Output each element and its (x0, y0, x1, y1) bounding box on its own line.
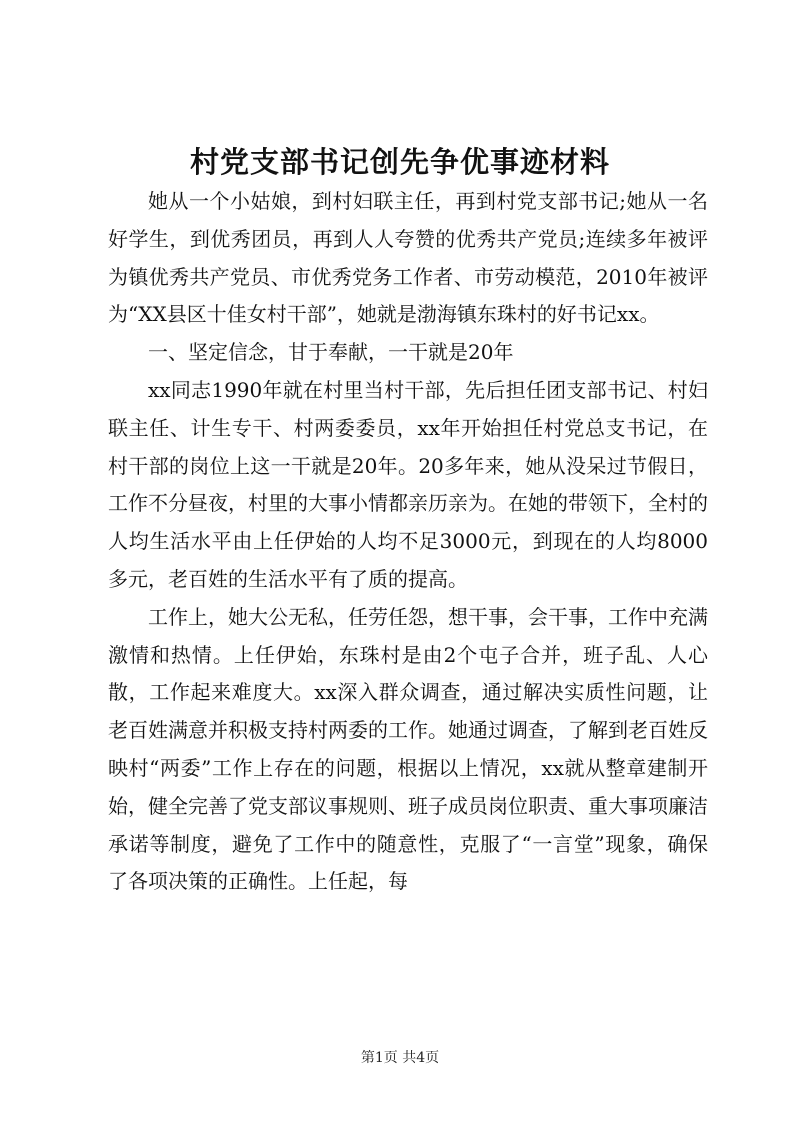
paragraph-work: 工作上，她大公无私，任劳任怨，想干事，会干事，工作中充满激情和热情。上任伊始，东珠村是由2个屯子合并，班子乱、人心散，工作起来难度大。xx深入群众调查，通过解决实质性问题，让老百姓满意并积极支持村两委的工作。她通过调查，了解到老百姓反映村“两委”工作上存在的问题，根据以上情况，xx就从整章建制开始，健全完善了党支部议事规则、班子成员岗位职责、重大事项廉洁承诺等制度，避免了工作中的随意性，克服了“一言堂”现象，确保了各项决策的正确性。上任起，每 (108, 604, 708, 894)
document-title: 村党支部书记创先争优事迹材料 (189, 145, 610, 179)
paragraph-career: xx同志1990年就在村里当村干部，先后担任团支部书记、村妇联主任、计生专干、村两委委员，xx年开始担任村党总支书记，在村干部的岗位上这一干就是20年。20多年来，她从没呆过节假日，工作不分昼夜，村里的大事小情都亲历亲为。在她的带领下，全村的人均生活水平由上任伊始的人均不足3000元，到现在的人均8000多元，老百姓的生活水平有了质的提高。 (108, 377, 708, 591)
page-number-footer: 第1页 共4页 (360, 1050, 440, 1066)
paragraph-intro: 她从一个小姑娘，到村妇联主任，再到村党支部书记;她从一名好学生，到优秀团员，再到人人夸赞的优秀共产党员;连续多年被评为镇优秀共产党员、市优秀党务工作者、市劳动模范，2010年被评为“XX县区十佳女村干部”，她就是渤海镇东珠村的好书记xx。 (108, 189, 708, 327)
document-body (108, 183, 708, 901)
section-heading: 一、坚定信念，甘于奉献，一干就是20年 (148, 340, 514, 365)
